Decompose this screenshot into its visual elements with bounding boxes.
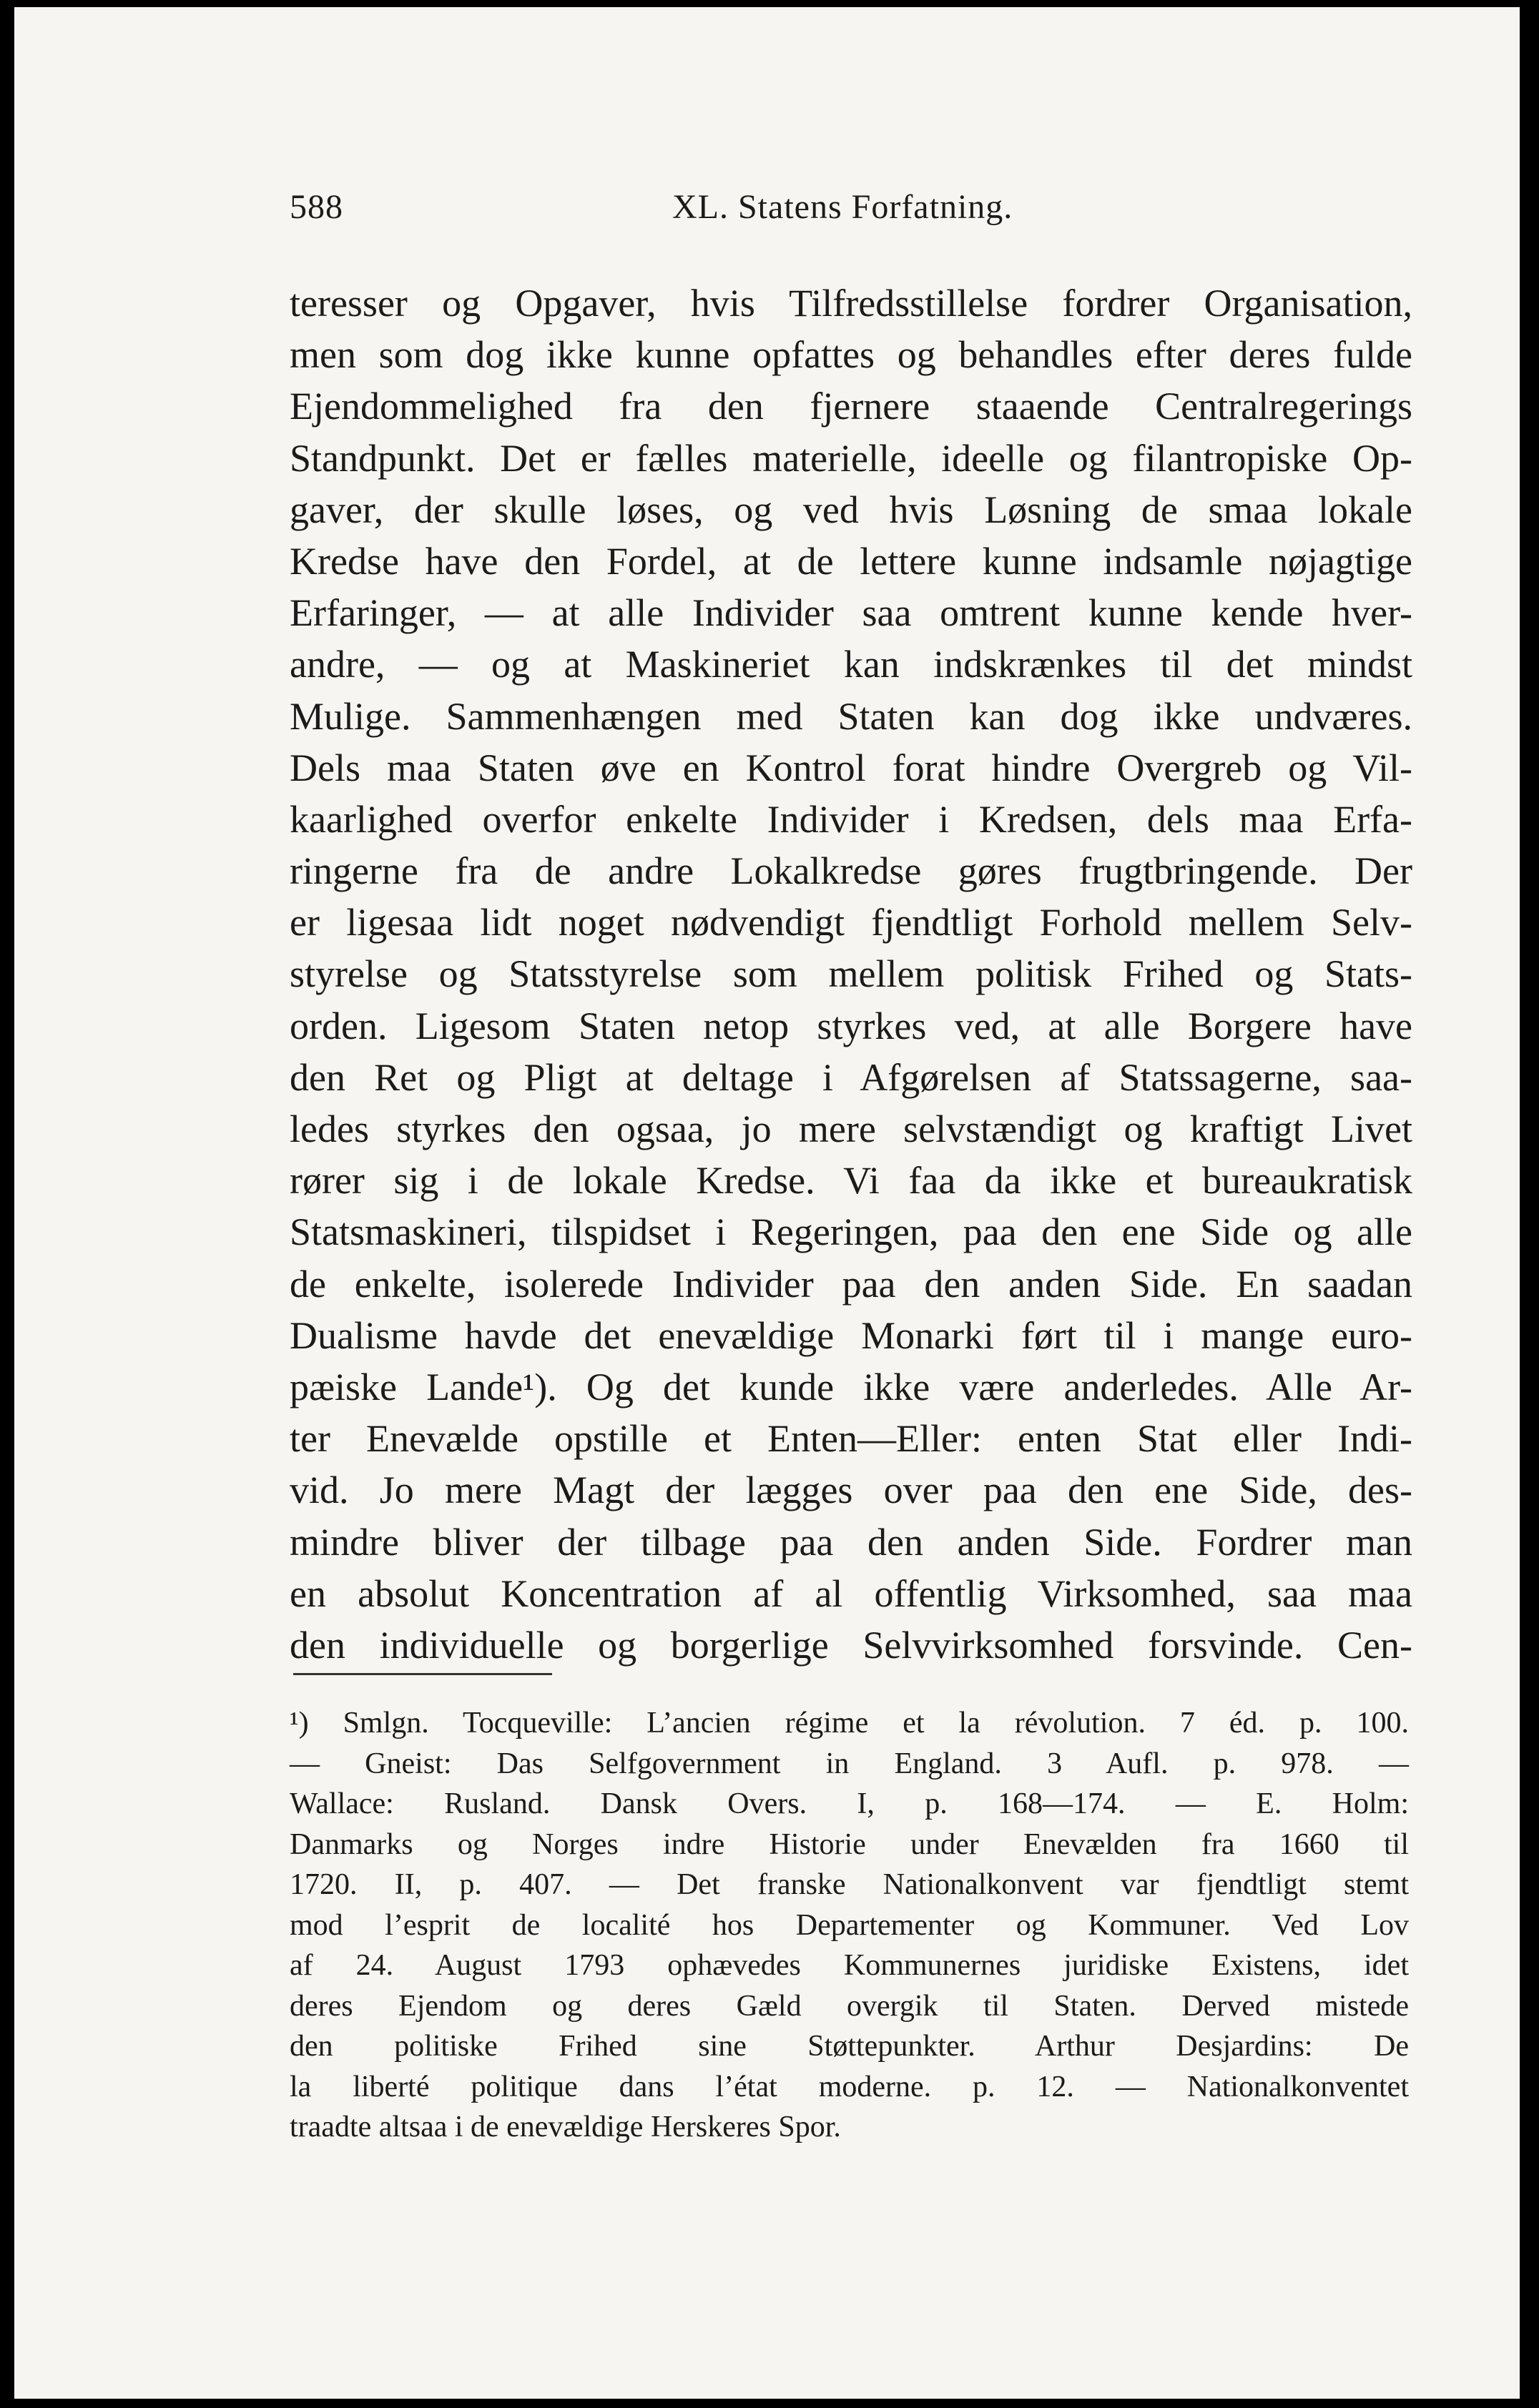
- footnote-rule: [293, 1673, 552, 1675]
- body-line: Dualisme havde det enevældige Monarki ført til i mange euro-: [290, 1313, 1412, 1357]
- page-header: [290, 187, 1434, 237]
- body-line: pæiske Lande¹). Og det kunde ikke være anderledes. Alle Ar-: [290, 1365, 1412, 1408]
- body-line: Standpunkt. Det er fælles materielle, ideelle og filantropiske Op-: [290, 436, 1412, 480]
- body-line: teresser og Opgaver, hvis Tilfredsstillelse fordrer Organisation,: [290, 282, 1412, 325]
- footnote-text: Smlgn. Tocqueville: L’ancien régime et la révolution. 7 éd. p. 100.: [343, 1707, 1409, 1740]
- body-line: er ligesaa lidt noget nødvendigt fjendtligt Forhold mellem Selv-: [290, 901, 1412, 944]
- footnote-line: la liberté politique dans l’état moderne. p. 12. — Nationalkonventet: [290, 2070, 1409, 2103]
- body-line: Ejendommelighed fra den fjernere staaende Centralregerings: [290, 385, 1412, 428]
- body-text: [290, 277, 1412, 1671]
- footnote-line: deres Ejendom og deres Gæld overgik til Staten. Derved mistede: [290, 1989, 1409, 2023]
- book-page: [14, 7, 1520, 2399]
- body-line: vid. Jo mere Magt der lægges over paa den ene Side, des-: [290, 1469, 1412, 1512]
- body-line: ringerne fra de andre Lokalkredse gøres frugtbringende. Der: [290, 849, 1412, 893]
- body-line: Erfaringer, — at alle Individer saa omtrent kunne kende hver-: [290, 591, 1412, 635]
- running-title: XL. Statens Forfatning.: [672, 188, 1013, 226]
- body-line: en absolut Koncentration af al offentlig Virksomhed, saa maa: [290, 1571, 1412, 1615]
- body-line: den Ret og Pligt at deltage i Afgørelsen af Statssagerne, saa-: [290, 1055, 1412, 1099]
- body-line: ledes styrkes den ogsaa, jo mere selvstændigt og kraftigt Livet: [290, 1107, 1412, 1150]
- body-line: Kredse have den Fordel, at de lettere kunne indsamle nøjagtige: [290, 539, 1412, 583]
- page-number: 588: [290, 188, 343, 226]
- body-line: men som dog ikke kunne opfattes og behandles efter deres fulde: [290, 333, 1412, 377]
- footnote-line: [290, 1703, 1409, 1744]
- body-line: kaarlighed overfor enkelte Individer i Kredsen, dels maa Erfa-: [290, 797, 1412, 841]
- footnote-block: [290, 1703, 1409, 2148]
- body-line: ter Enevælde opstille et Enten—Eller: enten Stat eller Indi-: [290, 1417, 1412, 1461]
- footnote-line: den politiske Frihed sine Støttepunkter. Arthur Desjardins: De: [290, 2030, 1409, 2063]
- body-line: mindre bliver der tilbage paa den anden Side. Fordrer man: [290, 1520, 1412, 1564]
- body-line: Statsmaskineri, tilspidset i Regeringen, paa den ene Side og alle: [290, 1210, 1412, 1254]
- footnote-line: af 24. August 1793 ophævedes Kommunernes juridiske Existens, idet: [290, 1949, 1409, 1982]
- footnote-line: Wallace: Rusland. Dansk Overs. I, p. 168—174. — E. Holm:: [290, 1787, 1409, 1820]
- footnote-line: — Gneist: Das Selfgovernment in England. 3 Aufl. p. 978. —: [290, 1747, 1409, 1780]
- footnote-line: traadte altsaa i de enevældige Herskeres Spor.: [290, 2111, 841, 2143]
- body-line: styrelse og Statsstyrelse som mellem politisk Frihed og Stats-: [290, 952, 1412, 996]
- body-line: Mulige. Sammenhængen med Staten kan dog ikke undværes.: [290, 694, 1412, 738]
- body-line: den individuelle og borgerlige Selvvirksomhed forsvinde. Cen-: [290, 1623, 1412, 1667]
- body-line: gaver, der skulle løses, og ved hvis Løsning de smaa lokale: [290, 488, 1412, 531]
- body-line: de enkelte, isolerede Individer paa den anden Side. En saadan: [290, 1262, 1412, 1306]
- body-line: Dels maa Staten øve en Kontrol forat hindre Overgreb og Vil-: [290, 746, 1412, 789]
- body-line: rører sig i de lokale Kredse. Vi faa da ikke et bureaukratisk: [290, 1159, 1412, 1203]
- footnote-marker: ¹): [290, 1707, 343, 1740]
- footnote-line: 1720. II, p. 407. — Det franske Nationalkonvent var fjendtligt stemt: [290, 1868, 1409, 1901]
- footnote-line: Danmarks og Norges indre Historie under Enevælden fra 1660 til: [290, 1827, 1409, 1861]
- footnote-line: mod l’esprit de localité hos Departementer og Kommuner. Ved Lov: [290, 1908, 1409, 1942]
- body-line: orden. Ligesom Staten netop styrkes ved, at alle Borgere have: [290, 1004, 1412, 1047]
- body-line: andre, — og at Maskineriet kan indskrænkes til det mindst: [290, 643, 1412, 686]
